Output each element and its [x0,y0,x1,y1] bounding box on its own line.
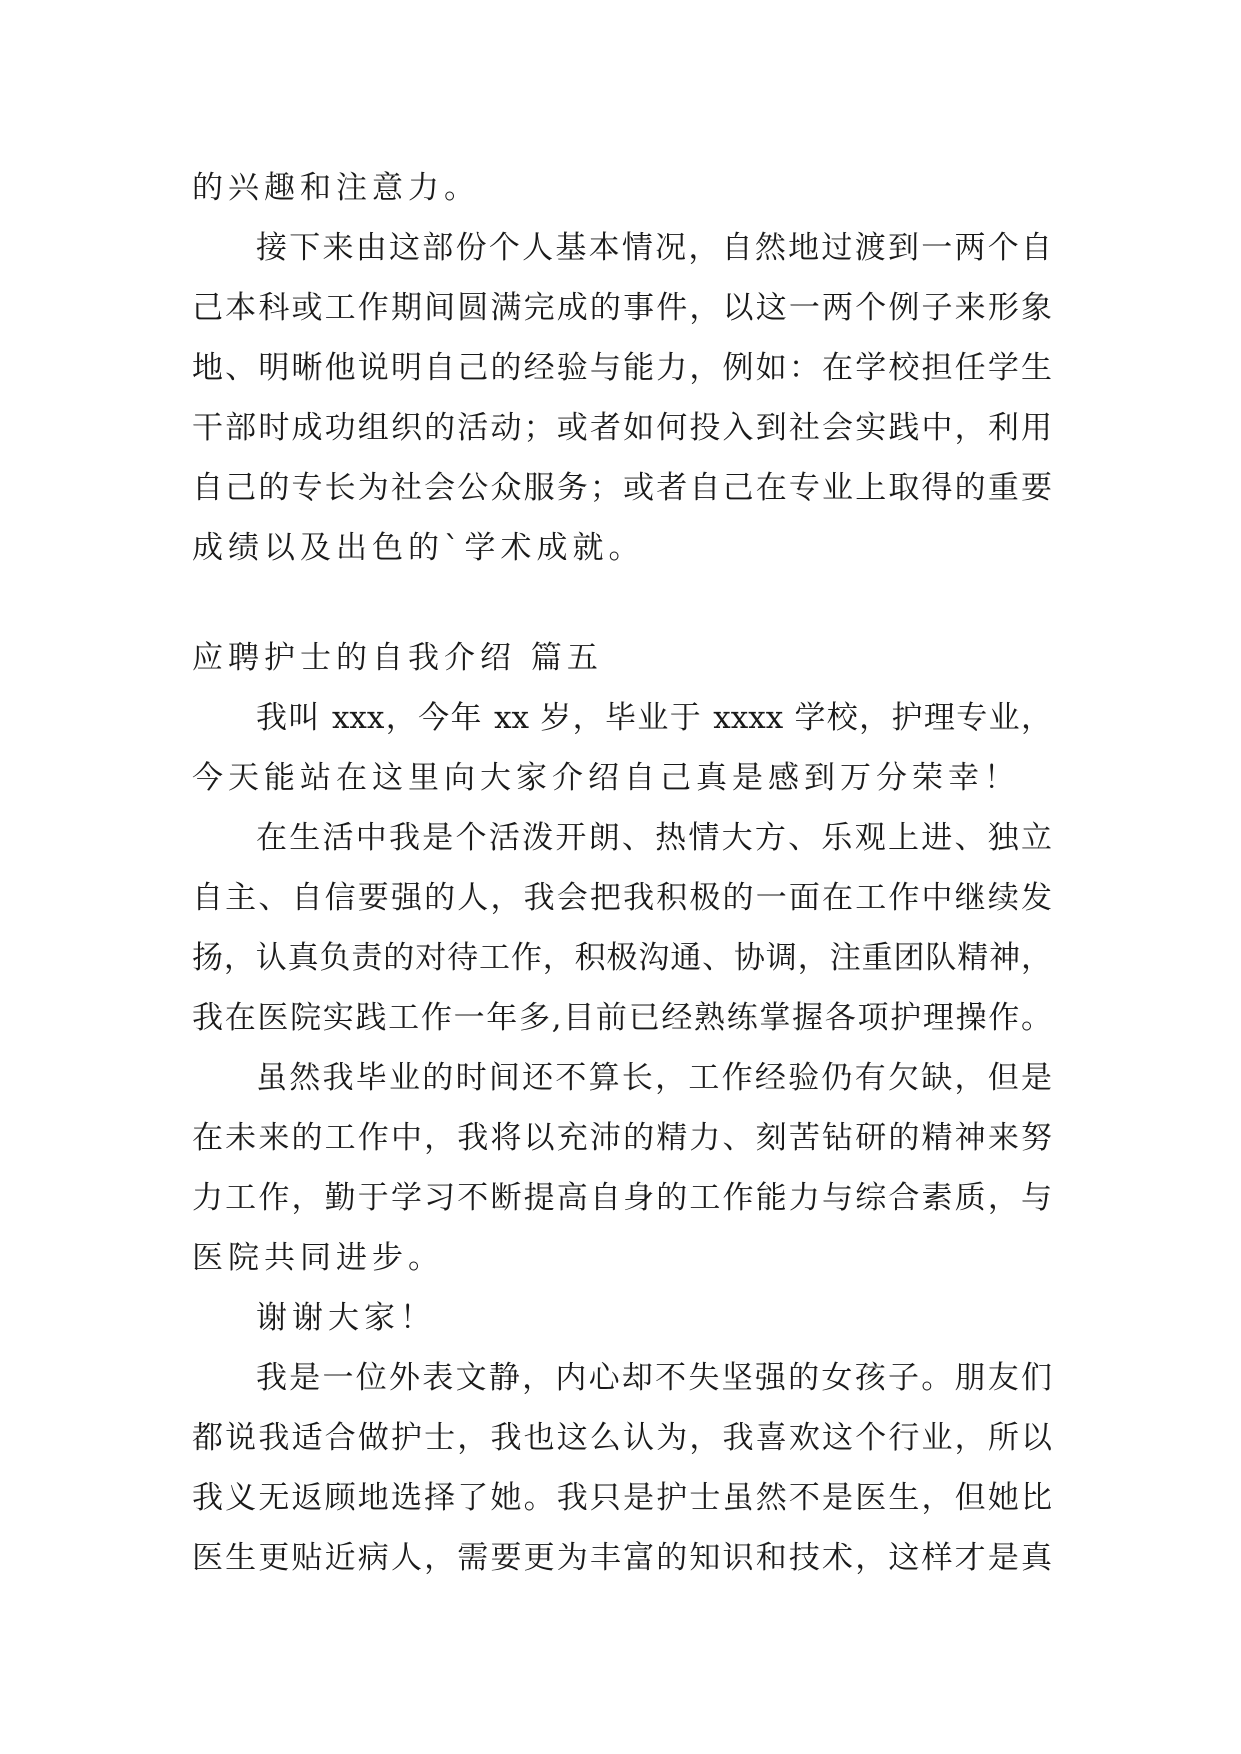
text-line: 今天能站在这里向大家介绍自己真是感到万分荣幸！ [192,760,1020,796]
paragraph-intro [192,688,1052,808]
paragraph-experience [192,218,1052,578]
paragraph-future [192,1048,1052,1288]
paragraph-nurse [192,1348,1052,1588]
text-line: 我是一位外表文静，内心却不失坚强的女孩子。朋友们 [256,1360,1052,1396]
text-line: 自己的专长为社会公众服务；或者自己在专业上取得的重要 [192,470,1052,506]
text-line: 我义无返顾地选择了她。我只是护士虽然不是医生，但她比 [192,1480,1052,1516]
text-line: 干部时成功组织的活动；或者如何投入到社会实践中，利用 [192,410,1052,446]
text-line: 我叫 xxx，今年 xx 岁，毕业于 xxxx 学校，护理专业， [256,700,1052,736]
paragraph-continuation [192,158,1052,218]
text-line: 医院共同进步。 [192,1240,444,1276]
document-page [192,158,1052,1588]
text-line: 自主、自信要强的人，我会把我积极的一面在工作中继续发 [192,880,1052,916]
text-line: 扬，认真负责的对待工作，积极沟通、协调，注重团队精神， [192,940,1052,976]
paragraph-spacer [192,578,1052,628]
text-line: 成绩以及出色的`学术成就。 [192,530,645,566]
text-line: 虽然我毕业的时间还不算长，工作经验仍有欠缺，但是 [256,1060,1052,1096]
text-line: 医生更贴近病人，需要更为丰富的知识和技术，这样才是真 [192,1540,1052,1576]
paragraph-thanks [192,1288,1052,1348]
text-line: 谢谢大家！ [256,1300,436,1336]
text-line: 在未来的工作中，我将以充沛的精力、刻苦钻研的精神来努 [192,1120,1052,1156]
text-line: 力工作，勤于学习不断提高自身的工作能力与综合素质，与 [192,1180,1052,1216]
paragraph-personality [192,808,1052,1048]
text-line: 都说我适合做护士，我也这么认为，我喜欢这个行业，所以 [192,1420,1052,1456]
text-line: 的兴趣和注意力。 [192,170,480,206]
text-line: 接下来由这部份个人基本情况，自然地过渡到一两个自 [256,230,1052,266]
text-line: 我在医院实践工作一年多,目前已经熟练掌握各项护理操作。 [192,1000,1052,1036]
section-title: 应聘护士的自我介绍 篇五 [192,640,603,676]
text-line: 己本科或工作期间圆满完成的事件，以这一两个例子来形象 [192,290,1052,326]
text-line: 在生活中我是个活泼开朗、热情大方、乐观上进、独立 [256,820,1052,856]
text-line: 地、明晰他说明自己的经验与能力，例如：在学校担任学生 [192,350,1052,386]
